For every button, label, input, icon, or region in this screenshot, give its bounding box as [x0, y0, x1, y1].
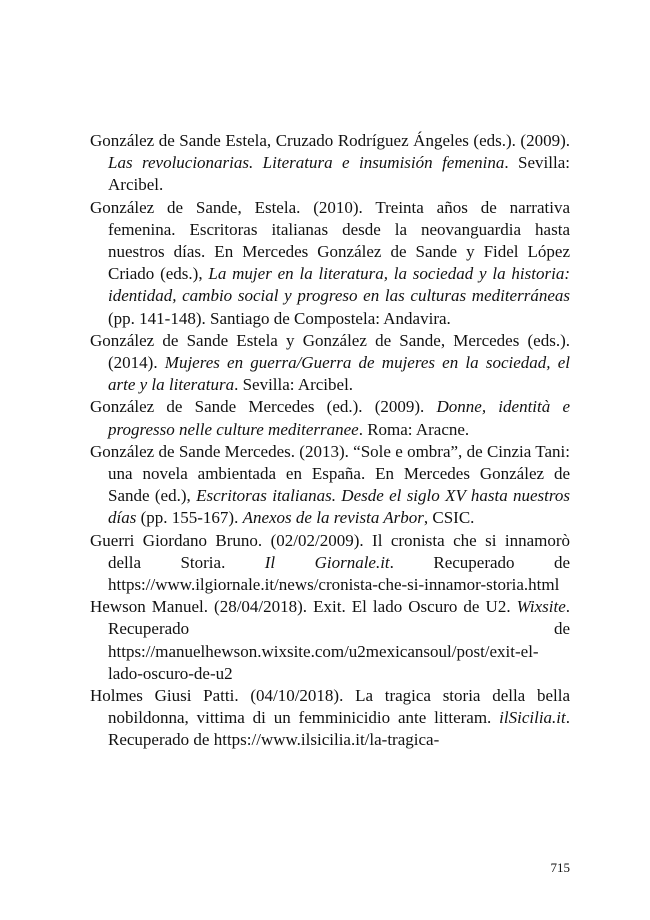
reference-text: Hewson Manuel. (28/04/2018). Exit. El lado Oscuro de U2.	[90, 597, 517, 617]
reference-text: González de Sande Mercedes. (2013). “Sole e ombra”, de Cinzia Tani: una novela ambientada en España. En Mercedes González de Sande (ed.),	[90, 441, 570, 506]
reference-text: (pp. 141-148). Santiago de Compostela: Andavira.	[108, 308, 451, 328]
reference-text: González de Sande Mercedes (ed.). (2009).	[90, 397, 437, 417]
reference-entry	[90, 396, 570, 440]
reference-title: La mujer en la literatura, la sociedad y la historia: identidad, cambio social y progreso en las culturas mediterráneas	[108, 264, 570, 306]
reference-title: Las revolucionarias. Literatura e insumisión femenina	[108, 153, 505, 173]
reference-entry	[90, 596, 570, 685]
reference-title: Wixsite	[516, 597, 566, 617]
reference-entry	[90, 685, 570, 752]
reference-text: Guerri Giordano Bruno. (02/02/2009). Il cronista che si innamorò della Storia.	[90, 530, 570, 572]
reference-entry	[90, 130, 570, 197]
reference-entry	[90, 530, 570, 597]
reference-text: González de Sande Estela, Cruzado Rodríguez Ángeles (eds.). (2009).	[90, 131, 570, 150]
reference-list	[90, 130, 570, 752]
reference-entry	[90, 197, 570, 330]
reference-text: González de Sande, Estela. (2010). Treinta años de narrativa femenina. Escritoras italianas desde la neovanguardia hasta nuestros días. En Mercedes González de Sande y Fidel López Criado (eds.),	[90, 197, 570, 284]
reference-title: ilSicilia.it	[499, 708, 566, 728]
reference-title: Donne, identità e progresso nelle culture mediterranee	[108, 397, 570, 439]
reference-text: (pp. 155-167).	[136, 508, 243, 528]
reference-text: Holmes Giusi Patti. (04/10/2018). La tragica storia della bella nobildonna, vittima di un femminicidio ante litteram.	[90, 686, 570, 728]
reference-text: . Recuperado de https://manuelhewson.wixsite.com/u2mexicansoul/post/exit-el-lado-oscuro-de-u2	[108, 597, 570, 683]
reference-title: Escritoras italianas. Desde el siglo XV hasta nuestros días	[108, 486, 570, 528]
reference-text: . Recuperado de https://www.ilsicilia.it/la-tragica-	[108, 708, 570, 750]
reference-entry	[90, 441, 570, 530]
reference-text: González de Sande Estela y González de Sande, Mercedes (eds.). (2014).	[90, 330, 570, 373]
reference-text: . Roma: Aracne.	[358, 419, 470, 439]
page-number: 715	[550, 860, 570, 875]
reference-text: . Recuperado de https://www.ilgiornale.it/news/cronista-che-si-innamor-storia.html	[108, 552, 571, 595]
reference-text: . Sevilla: Arcibel.	[234, 375, 354, 395]
reference-title: Anexos de la revista Arbor	[242, 508, 424, 528]
reference-title: Mujeres en guerra/Guerra de mujeres en la sociedad, el arte y la literatura	[108, 353, 570, 395]
reference-entry	[90, 330, 570, 397]
reference-text: , CSIC.	[423, 508, 475, 528]
reference-text: . Sevilla: Arcibel.	[108, 153, 570, 195]
reference-title: Il Giornale.it	[264, 552, 390, 572]
